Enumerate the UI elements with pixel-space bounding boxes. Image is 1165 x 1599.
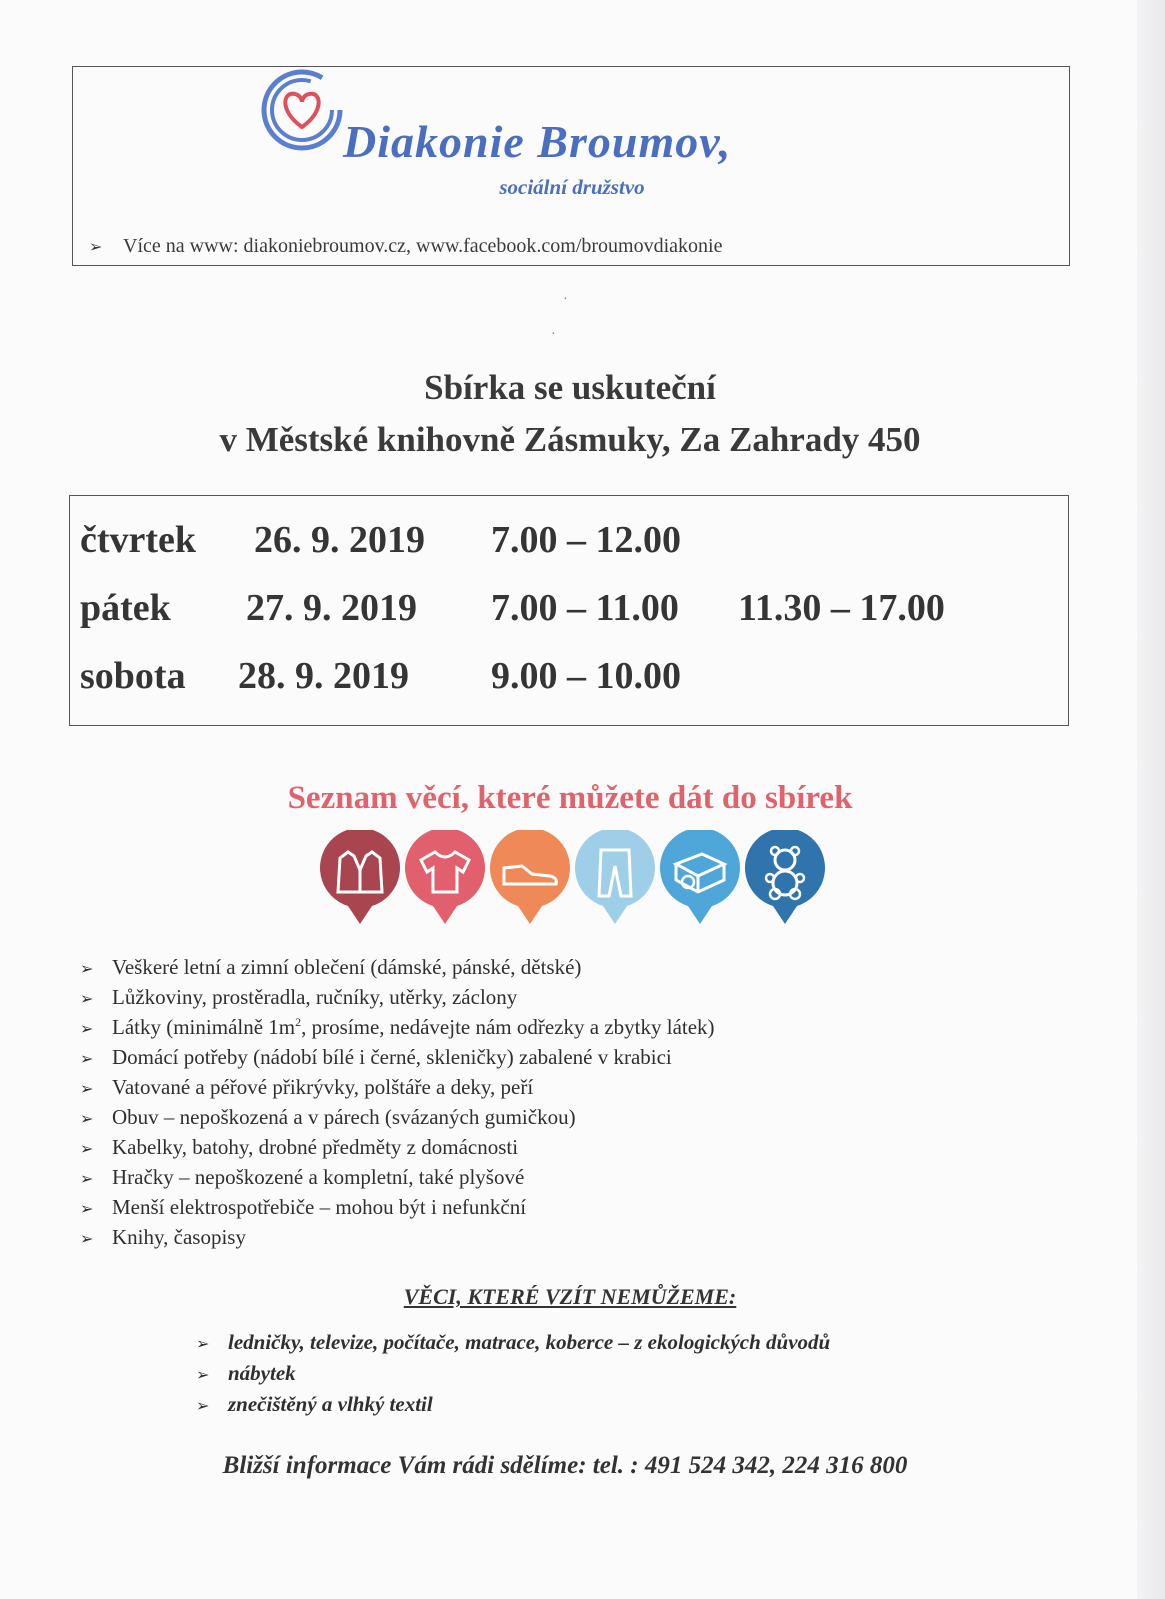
scan-speck: · [563, 292, 568, 307]
contact-info: Bližší informace Vám rádi sdělíme: tel. : 491 524 342, 224 316 800 [222, 1452, 908, 1479]
arrow-bullet-icon: ➢ [80, 959, 94, 978]
web-links-text: Více na www: diakoniebroumov.cz, www.facebook.com/broumovdiakonie [123, 235, 723, 257]
scan-speck: · [551, 327, 556, 342]
list-item: ➢ Vatované a péřové přikrývky, polštáře a deky, peří [80, 1075, 534, 1099]
donation-items-list [80, 955, 715, 1255]
arrow-bullet-icon: ➢ [80, 1199, 94, 1218]
not-accepted-list [196, 1330, 830, 1423]
schedule-date: 28. 9. 2019 [238, 655, 409, 697]
list-item: ➢ ledničky, televize, počítače, matrace, koberce – z ekologických důvodů [196, 1330, 831, 1354]
arrow-bullet-icon: ➢ [80, 1019, 94, 1038]
arrow-bullet-icon: ➢ [80, 1109, 94, 1128]
arrow-bullet-icon: ➢ [80, 1049, 94, 1068]
announcement-line-1: Sbírka se uskuteční [424, 368, 716, 407]
schedule-date: 27. 9. 2019 [246, 587, 417, 629]
schedule-day: pátek [80, 587, 171, 629]
bedding-icon [658, 830, 742, 925]
trousers-icon [573, 830, 657, 925]
web-links-line [89, 235, 722, 258]
org-name: Diakonie Broumov, [343, 116, 732, 167]
arrow-bullet-icon: ➢ [80, 1229, 94, 1248]
schedule-row [70, 654, 1070, 704]
shoe-icon [488, 830, 572, 925]
diakonie-logo-icon [259, 67, 345, 153]
arrow-bullet-icon: ➢ [196, 1365, 210, 1384]
list-item: ➢ Domácí potřeby (nádobí bílé i černé, skleničky) zabalené v krabici [80, 1045, 672, 1069]
donation-list-heading: Seznam věcí, které můžete dát do sbírek [287, 780, 853, 816]
not-accepted-heading: VĚCI, KTERÉ VZÍT NEMŮŽEME: [403, 1284, 737, 1309]
schedule-row [70, 518, 1070, 568]
header-box [72, 66, 1070, 266]
scan-edge [1137, 0, 1165, 1599]
jacket-icon [318, 830, 402, 925]
schedule-row [70, 586, 1070, 636]
list-item: ➢ Knihy, časopisy [80, 1225, 246, 1249]
category-icons [318, 830, 828, 925]
schedule-time: 7.00 – 12.00 [491, 519, 681, 561]
arrow-bullet-icon: ➢ [80, 1169, 94, 1188]
arrow-bullet-icon: ➢ [196, 1396, 210, 1415]
arrow-bullet-icon: ➢ [80, 1139, 94, 1158]
list-item: ➢ Obuv – nepoškozená a v párech (svázaných gumičkou) [80, 1105, 576, 1129]
list-item: ➢ znečištěný a vlhký textil [196, 1392, 433, 1416]
arrow-bullet-icon: ➢ [80, 1079, 94, 1098]
org-subtitle: sociální družstvo [499, 175, 645, 199]
schedule-time-second: 11.30 – 17.00 [738, 587, 945, 629]
schedule-day: sobota [80, 655, 186, 697]
list-item: ➢ Veškeré letní a zimní oblečení (dámské, pánské, dětské) [80, 955, 582, 979]
arrow-bullet-icon: ➢ [89, 237, 103, 256]
list-item: ➢ Látky (minimálně $1m^2$, prosíme, nedávejte nám odřezky a zbytky látek) [80, 1015, 715, 1039]
schedule-day: čtvrtek [80, 519, 197, 561]
teddy-bear-icon [743, 830, 827, 925]
schedule-time: 7.00 – 11.00 [491, 587, 679, 629]
list-item: ➢ Hračky – nepoškozené a kompletní, také plyšové [80, 1165, 525, 1189]
announcement-line-2: v Městské knihovně Zásmuky, Za Zahrady 450 [219, 420, 921, 459]
schedule-date: 26. 9. 2019 [254, 519, 425, 561]
list-item: ➢ nábytek [196, 1361, 296, 1385]
tshirt-icon [403, 830, 487, 925]
schedule-box [69, 495, 1069, 726]
arrow-bullet-icon: ➢ [80, 989, 94, 1008]
list-item: ➢ Menší elektrospotřebiče – mohou být i nefunkční [80, 1195, 527, 1219]
list-item: ➢ Kabelky, batohy, drobné předměty z domácnosti [80, 1135, 519, 1159]
schedule-time: 9.00 – 10.00 [491, 655, 681, 697]
list-item: ➢ Lůžkoviny, prostěradla, ručníky, utěrky, záclony [80, 985, 518, 1009]
arrow-bullet-icon: ➢ [196, 1334, 210, 1353]
